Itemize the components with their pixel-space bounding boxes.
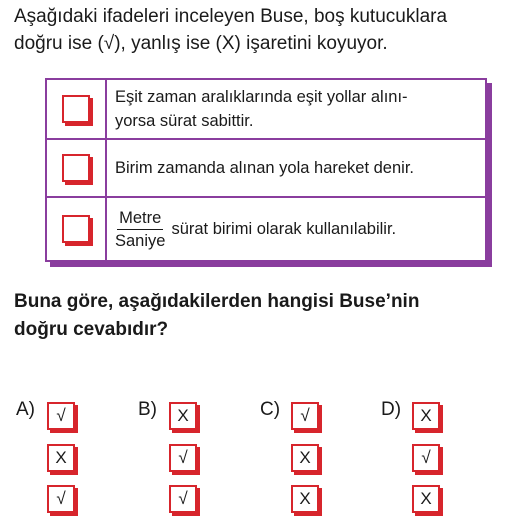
statement-1-line-2: yorsa sürat sabittir. xyxy=(115,112,254,130)
option-b-mark-3[interactable]: √ xyxy=(169,485,197,513)
option-c-mark-2[interactable]: X xyxy=(291,444,319,472)
option-d-mark-3[interactable]: X xyxy=(412,485,440,513)
statement-1-line-1: Eşit zaman aralıklarında eşit yollar alını- xyxy=(115,88,408,106)
option-c-letter[interactable]: C) xyxy=(260,399,281,420)
fraction-numerator: Metre xyxy=(117,207,163,230)
option-a-mark-2[interactable]: X xyxy=(47,444,75,472)
option-d-mark-1[interactable]: X xyxy=(412,402,440,430)
option-a-mark-1[interactable]: √ xyxy=(47,402,75,430)
option-b-mark-1[interactable]: X xyxy=(169,402,197,430)
question-line-2: doğru cevabıdır? xyxy=(14,319,169,340)
option-c-mark-3[interactable]: X xyxy=(291,485,319,513)
option-d-letter[interactable]: D) xyxy=(381,399,402,420)
option-d-mark-2[interactable]: √ xyxy=(412,444,440,472)
intro-line-1: Aşağıdaki ifadeleri inceleyen Buse, boş kutucuklara xyxy=(14,6,448,27)
question-line-1: Buna göre, aşağıdakilerden hangisi Buse’nin xyxy=(14,291,420,312)
option-c-mark-1[interactable]: √ xyxy=(291,402,319,430)
statement-3-rest: sürat birimi olarak kullanılabilir. xyxy=(171,219,397,238)
statement-text-2: Birim zamanda alınan yola hareket denir. xyxy=(115,159,414,177)
option-b-letter[interactable]: B) xyxy=(138,399,157,420)
option-b-mark-2[interactable]: √ xyxy=(169,444,197,472)
fraction-denominator: Saniye xyxy=(115,231,166,250)
option-a-mark-3[interactable]: √ xyxy=(47,485,75,513)
option-a-letter[interactable]: A) xyxy=(16,399,35,420)
intro-line-2: doğru ise (√), yanlış ise (X) işaretini koyuyor. xyxy=(14,33,388,54)
